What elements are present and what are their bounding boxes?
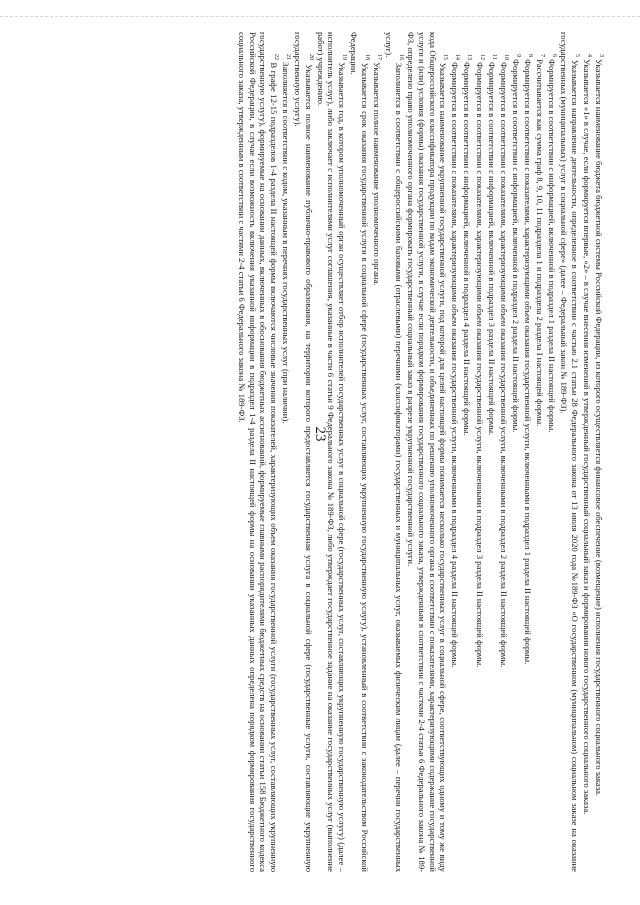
footnote: $^{21}$ Заполняется в соответствии с кодом, указанным в перечнях государственных услуг (при наличии). bbox=[280, 54, 291, 424]
footnote: $^{20}$ Указывается полное наименование публично-правового образования, на территории которого предоставляется государственная услуга в социальной сфере (государственные услуги, составляющие укрупненную государственную услугу). bbox=[293, 32, 314, 873]
scan-edge-line bbox=[0, 16, 640, 17]
footnote: $^{11}$ Формируется в соответствии с информацией, включенной в подраздел 3 раздела II настоящей формы. bbox=[486, 54, 497, 436]
footnote: $^{19}$ Указывается год, в котором уполномоченный орган осуществляет отбор исполнителей государственных услуг в социальной сфере (государственных услуг, составляющих укрупненную государственную услугу) (далее – исполнитель услуг), либо заключает с исполнителями услуг соглашения, указанные в части 6 статьи 9 Федерального закона № 189-ФЗ, либо утверждает государственное задание на оказание государственных услуг (выполнение работ) учреждению. bbox=[315, 32, 347, 872]
footnote: $^7$ Рассчитывается как сумма граф 8, 9, 10, 11 подраздела 1 и подраздела 2 раздела I настоящей формы. bbox=[535, 54, 546, 427]
footnote: $^{12}$ Формируется в соответствии с показателями, характеризующими объем оказания государственной услуги, включенными в подраздел 3 раздела II настоящей формы. bbox=[474, 54, 485, 668]
footnote: $^6$ Формируется в соответствии с информацией, включенной в подраздел 1 раздела II настоящей формы. bbox=[547, 54, 558, 433]
footnote: $^4$ Указывается «1» в случае, если формируется впервые, «2» – в случае внесения изменений в утвержденный государственный социальный заказ и формирования нового государственного социального заказа. bbox=[581, 54, 592, 815]
footnote: $^8$ Формируется в соответствии с показателями, характеризующими объем оказания государственной услуги, включенными в подраздел 1 раздела II настоящей формы. bbox=[522, 54, 533, 665]
page-number: 23 bbox=[312, 426, 328, 442]
footnote: $^{10}$ Формируется в соответствии с показателями, характеризующими объем оказания государственной услуги, включенными в подраздел 2 раздела II настоящей формы. bbox=[498, 54, 509, 668]
footnote: $^{18}$ Указывается срок оказания государственной услуги в социальной сфере (государственных услуг, составляющих укрупненную государственную услугу), установленный в соответствии с законодательством Российской Федерации. bbox=[349, 32, 370, 872]
footnote: $^{14}$ Формируется в соответствии с показателями, характеризующими объем оказания государственной услуги, включенными в подраздел 4 раздела II настоящей формы. bbox=[450, 54, 461, 668]
footnote: $^3$ Указывается наименование бюджета бюджетной системы Российской Федерации, из которого осуществляется финансовое обеспечение (возмещение) исполнения государственного социального заказа. bbox=[594, 54, 604, 797]
footnote: $^{15}$ Указывается наименование укрупненной государственной услуги, под которой для целей настоящей формы понимается несколько государственных услуг в социальной сфере, соответствующих одному и тому же виду кода Общероссийского классификатора продукции по видам экономической деятельности, и объединенных по решению уполномоченного органа в соответствии с показателями, характеризующими содержание государственной услуги и (или) условия (формы) оказания государственной услуги, в случае если порядком формирования государственного социального заказа, утвержденным в соответствии с частями 2-4 статьи 6 Федерального закона № 189-ФЗ, определено право уполномоченного органа формировать государственный социальный заказ в разрезе укрупненной государственной услуги. bbox=[406, 32, 449, 872]
footnote: $^5$ Указывается направление деятельности, определенное в соответствии с частью 2.1 статьи 28 Федерального закона от 13 июля 2020 года №189-ФЗ «О государственном (муниципальном) социальном заказе на оказание государственных (муниципальных) услуг в социальной сфере» (далее – Федеральный закон № 189-ФЗ). bbox=[559, 32, 580, 872]
footnote: $^{22}$ В графе 12-15 подразделов 1-4 раздела II настоящей формы включаются числовые значения показателей, характеризующих объем оказания государственной услуги (государственных услуг, составляющих укрупненную государственную услугу), формируемые на основании данных, включенных в обоснования бюджетных ассигнований, формируемые главными распорядителями бюджетных средств на основании статьи 158 Бюджетного кодекса Российской Федерации, в случае если возможность включения указанной информации в подраздел 1-4 раздела II настоящей формы на основании указанных данных определена порядком формирования государственного социального заказа, утвержденным в соответствии с частями 2-4 статьи 6 Федерального закона № 189-ФЗ. bbox=[237, 32, 279, 873]
footnote: $^{13}$ Формируется в соответствии с информацией, включенной в подраздел 4 раздела II настоящей формы. bbox=[462, 54, 473, 436]
footnote: $^{17}$ Указывается полное наименование уполномоченного органа. bbox=[371, 54, 382, 286]
footnotes-block bbox=[36, 32, 604, 872]
footnote: $^{16}$ Заполняется в соответствии с общероссийскими базовыми (отраслевыми) перечнями (классификаторами) государственных и муниципальных услуг, оказываемых физическим лицам (далее – перечни государственных услуг). bbox=[383, 32, 405, 872]
footnote: $^9$ Формируется в соответствии с информацией, включенной в подраздел 2 раздела II настоящей формы. bbox=[510, 54, 521, 433]
